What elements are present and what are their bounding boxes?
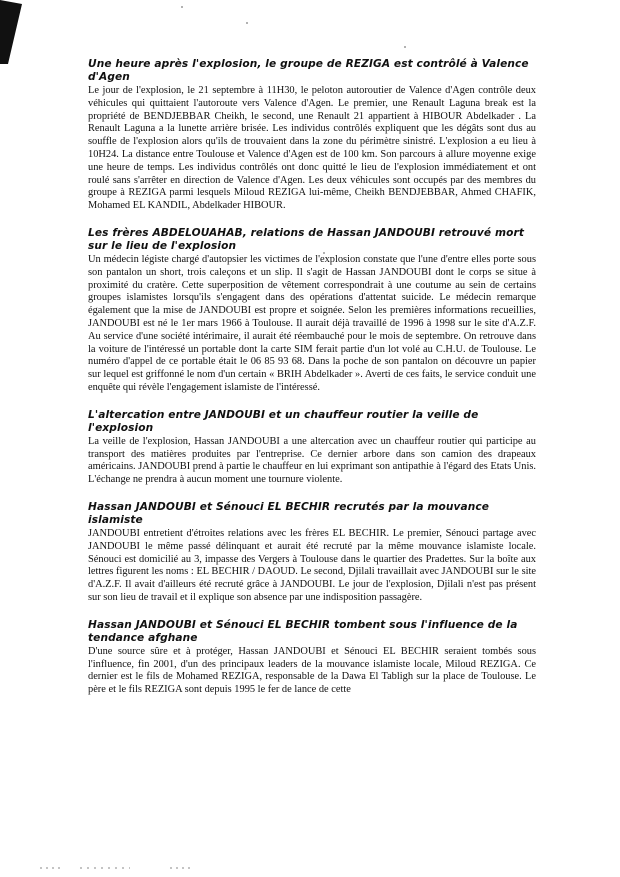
section-body: Le jour de l'explosion, le 21 septembre à 11H30, le peloton autoroutier de Valence d'Agen contrôle deux véhicules qui quittaient l'autoroute vers Valence d'Agen. Le premier, une Renault Laguna break est la propriété de BENDJEBBAR Cheikh, le second, une Renault 21 appartient à HIBOUR Abdelkader . La Renault Laguna a la lunette arrière brisée. Les individus contrôlés expliquent que les dégâts sont dus au souffle de l'explosion alors qu'ils de trouvaient dans la zone du périmètre sinistré. L'explosion a eu lieu à 10H24. La distance entre Toulouse et Valence d'Agen est de 100 km. Son parcours à allure moyenne exige une heure de temps. Les individus contrôlés ont donc quitté le lieu de l'explosion immédiatement et ont roulé sans s'arrêter en direction de Valence d'Agen. Les deux véhicules sont occupés par des membres du groupe à REZIGA parmi lesquels Miloud REZIGA lui-même, Cheikh BENDJEBBAR, Ahmed CHAFIK, Mohamed EL KANDIL, Abdelkader HIBOUR. xyxy=(88,85,536,212)
section-heading: Hassan JANDOUBI et Sénouci EL BECHIR recrutés par la mouvance islamiste xyxy=(88,500,490,526)
section-heading: Les frères ABDELOUAHAB, relations de Hassan JANDOUBI retrouvé mort sur le lieu de l'explosion xyxy=(88,226,524,252)
section-body: D'une source sûre et à protéger, Hassan JANDOUBI et Sénouci EL BECHIR seraient tombés sous l'influence, fin 2001, d'un des principaux leaders de la mouvance islamiste locale, Miloud REZIGA. Ce dernier est le fils de Mohamed REZIGA, responsable de la Dawa El Tabligh sur la place de Toulouse. Le père et le fils REZIGA sont depuis 1995 le fer de lance de cette xyxy=(88,645,536,696)
section-heading: Une heure après l'explosion, le groupe de REZIGA est contrôlé à Valence d'Agen xyxy=(88,58,529,83)
scan-corner-mark xyxy=(0,0,22,64)
section-body: La veille de l'explosion, Hassan JANDOUBI a une altercation avec un chauffeur routier qui participe au transport des matières produites par l'entreprise. Ce dernier arbore dans son camion des drapeaux américains. JANDOUBI prend à partie le chauffeur en lui exprimant son antipathie à l'égard des Etats Unis. L'échange ne prendra à aucun moment une tournure violente. xyxy=(88,435,536,486)
scan-speck xyxy=(181,6,183,8)
scan-footer-noise xyxy=(40,866,340,870)
section-heading: L'altercation entre JANDOUBI et un chauffeur routier la veille de l'explosion xyxy=(88,408,479,434)
section-recrutes xyxy=(88,501,536,605)
scan-speck xyxy=(323,252,325,254)
document-page xyxy=(88,58,536,711)
scan-speck xyxy=(246,22,248,24)
section-body: JANDOUBI entretient d'étroites relations avec les frères EL BECHIR. Le premier, Sénouci partage avec JANDOUBI le même passé délinquant et aurait été recruté par la même mouvance islamiste locale. Sénouci est domicilié au 3, impasse des Vergers à Toulouse dans le quartier des Pradettes. Sur la boîte aux lettres figurent les noms : EL BECHIR / DAOUD. Le second, Djilali travaillait avec JANDOUBI sur le site d'A.Z.F. Il avait d'ailleurs été recruté grâce à JANDOUBI. Le jour de l'explosion, Djilali n'est pas présent sur son lieu de travail et il explique son absence par une indisposition passagère. xyxy=(88,527,536,603)
section-heading: Hassan JANDOUBI et Sénouci EL BECHIR tombent sous l'influence de la tendance afghane xyxy=(88,618,518,644)
section-body: Un médecin légiste chargé d'autopsier les victimes de l'explosion constate que l'une d'entre elles porte sous son pantalon un short, trois caleçons et un slip. Il s'agit de Hassan JANDOUBI dont le corps se situe à proximité du cratère. Cette superposition de vêtement correspondrait à une coutume au sein de certains groupes islamistes lorsqu'ils s'engagent dans des opérations d'attentat suicide. Le médecin remarque également que la mise de JANDOUBI est propre et soignée. Selon les premières informations recueillies, JANDOUBI est né le 1er mars 1966 à Toulouse. Il aurait déjà travaillé de 1996 à 1998 sur le site d'A.Z.F. Au service d'une société intérimaire, il aurait été réembauché pour le mois de septembre. On retrouve dans la voiture de l'intéressé un portable dont la carte SIM ferait partie d'un lot volé au C.H.U. de Toulouse. Le numéro d'appel de ce portable était le 06 85 93 68. Dans la poche de son pantalon on découvre un papier sur lequel est griffonné le nom d'un certain « BRIH Abdelkader ». Averti de ces faits, le service conduit une enquête qui révèle l'engagement islamiste de l'intéressé. xyxy=(88,253,536,393)
section-altercation xyxy=(88,409,536,487)
scan-speck xyxy=(404,46,406,48)
section-reziga-valence xyxy=(88,58,536,213)
section-freres-abdelouahab xyxy=(88,227,536,395)
section-tendance-afghane xyxy=(88,619,536,697)
